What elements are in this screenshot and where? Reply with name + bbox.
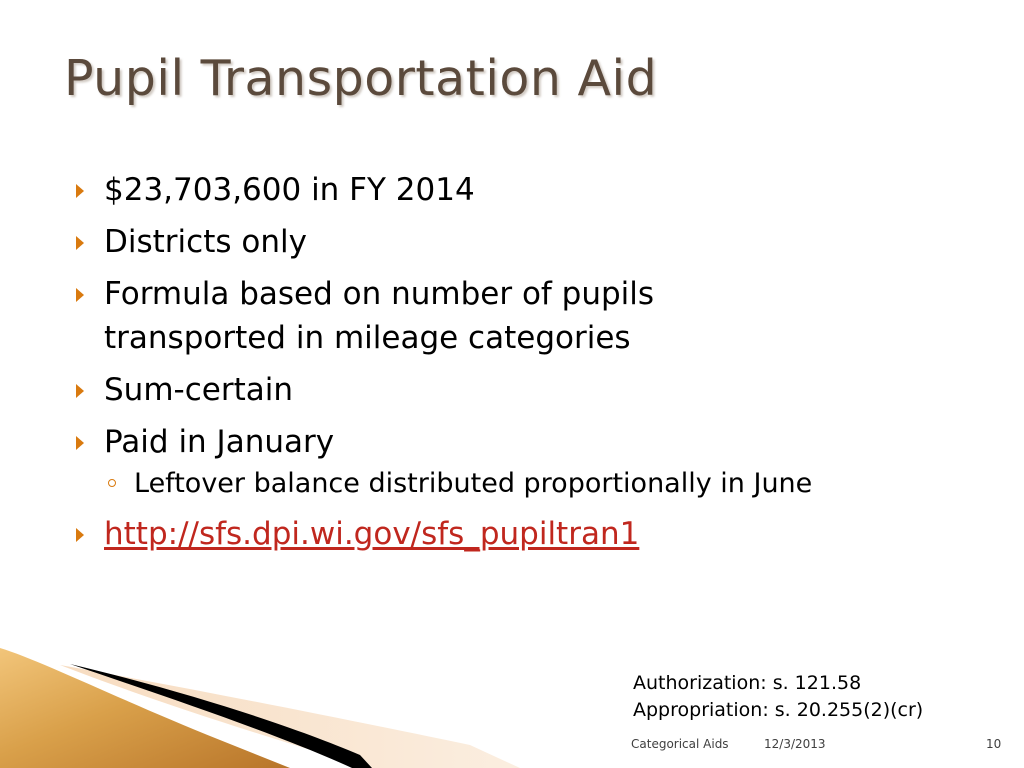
- triangle-bullet-icon: [76, 528, 84, 542]
- bullet-item-sum-certain: [72, 368, 972, 412]
- footer-date: 12/3/2013: [764, 737, 826, 751]
- sub-bullet-text: Leftover balance distributed proportionally in June: [134, 468, 813, 499]
- slide-title: Pupil Transportation Aid: [64, 50, 658, 107]
- bullet-text: Sum-certain: [104, 372, 293, 408]
- triangle-bullet-icon: [76, 236, 84, 250]
- bullet-item-eligibility: [72, 220, 972, 264]
- bullet-list: [72, 168, 972, 564]
- peach-swoosh: [60, 665, 520, 768]
- sub-bullet-list: [104, 464, 972, 504]
- bullet-text: Districts only: [104, 224, 307, 260]
- footer-page-number: 10: [986, 737, 1002, 751]
- bullet-item-link: [72, 512, 972, 556]
- triangle-bullet-icon: [76, 288, 84, 302]
- bullet-text: Paid in January: [104, 424, 335, 460]
- sub-bullet-item: [104, 464, 972, 504]
- footer-section: Categorical Aids: [631, 737, 729, 751]
- circle-bullet-icon: [108, 479, 116, 487]
- triangle-bullet-icon: [76, 384, 84, 398]
- statute-footnote: [633, 670, 923, 724]
- bullet-text: $23,703,600 in FY 2014: [104, 172, 475, 208]
- bullet-item-funding: [72, 168, 972, 212]
- bullet-item-formula: [72, 272, 972, 360]
- dark-swoosh: [70, 664, 372, 768]
- pupil-transportation-link[interactable]: http://sfs.dpi.wi.gov/sfs_pupiltran1: [104, 516, 640, 552]
- bullet-text: Formula based on number of pupils transported in mileage categories: [104, 276, 655, 356]
- gold-swoosh: [0, 648, 290, 768]
- appropriation-text: Appropriation: s. 20.255(2)(cr): [633, 699, 924, 721]
- authorization-text: Authorization: s. 121.58: [633, 672, 862, 694]
- triangle-bullet-icon: [76, 436, 84, 450]
- triangle-bullet-icon: [76, 184, 84, 198]
- bullet-item-payment: [72, 420, 972, 504]
